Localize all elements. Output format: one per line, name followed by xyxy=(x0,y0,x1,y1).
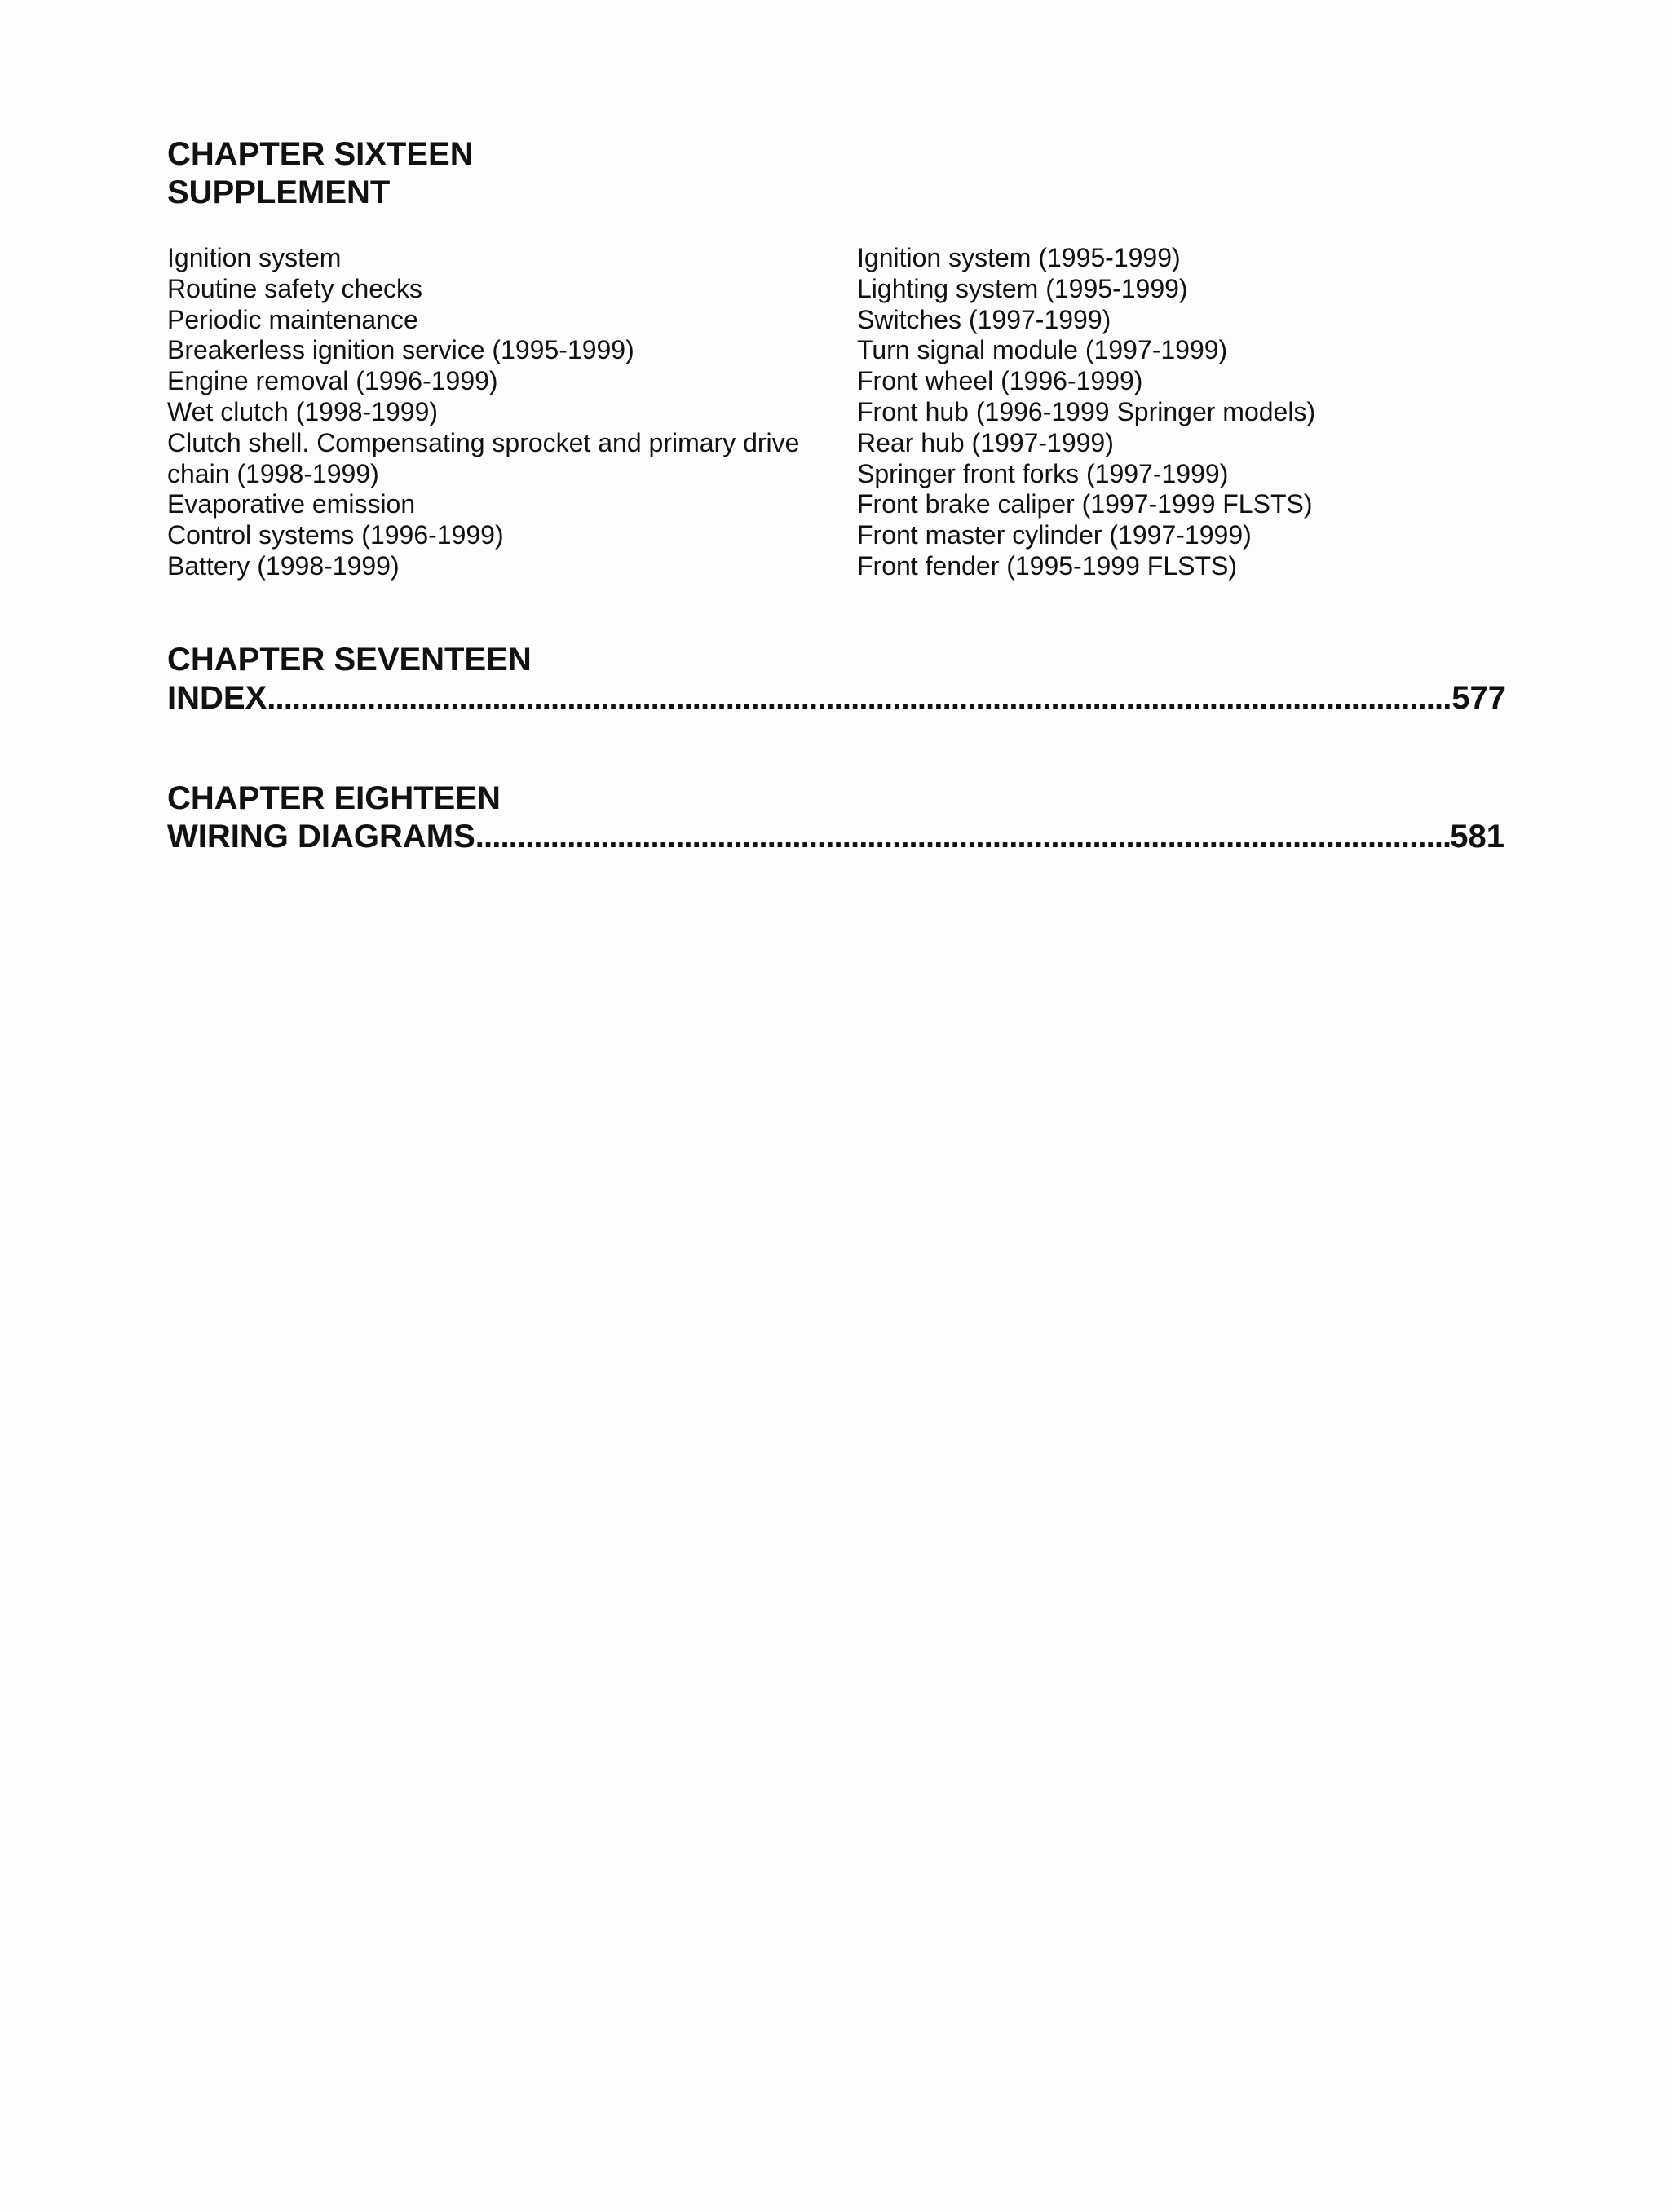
chapter-label: CHAPTER SIXTEEN xyxy=(167,136,474,172)
list-item: Breakerless ignition service (1995-1999) xyxy=(167,335,634,365)
list-item: Periodic maintenance xyxy=(167,304,418,334)
list-item: Ignition system (1995-1999) xyxy=(857,243,1181,272)
dot-leader xyxy=(267,679,1451,717)
chapter-sixteen-heading xyxy=(167,135,474,212)
list-item: Front fender (1995-1999 FLSTS) xyxy=(857,550,1238,581)
list-item: Front hub (1996-1999 Springer models) xyxy=(857,396,1316,426)
list-item: Clutch shell. Compensating sprocket and primary drive xyxy=(167,427,800,457)
list-item: Front brake caliper (1997-1999 FLSTS) xyxy=(857,489,1313,519)
list-item: Engine removal (1996-1999) xyxy=(167,366,498,396)
list-item: Lighting system (1995-1999) xyxy=(857,273,1188,303)
chapter-eighteen-heading xyxy=(167,779,1504,856)
toc-entry-wiring-diagrams[interactable] xyxy=(167,818,1504,856)
list-item: Routine safety checks xyxy=(167,273,423,303)
list-item: Ignition system xyxy=(167,243,342,272)
chapter-seventeen-heading xyxy=(167,641,1506,717)
list-item: Springer front forks (1997-1999) xyxy=(857,458,1229,488)
toc-entry-index[interactable] xyxy=(167,679,1506,717)
chapter-title: WIRING DIAGRAMS xyxy=(167,819,475,854)
dot-leader xyxy=(475,818,1450,856)
chapter-title: SUPPLEMENT xyxy=(167,174,391,210)
page-number: 577 xyxy=(1451,680,1506,716)
chapter-label: CHAPTER EIGHTEEN xyxy=(167,780,501,816)
list-item: Front wheel (1996-1999) xyxy=(857,366,1143,396)
chapter-sixteen-left-list xyxy=(167,243,836,582)
list-item: Wet clutch (1998-1999) xyxy=(167,396,439,426)
chapter-label: CHAPTER SEVENTEEN xyxy=(167,642,532,678)
list-item: Front master cylinder (1997-1999) xyxy=(857,520,1252,550)
list-item: Battery (1998-1999) xyxy=(167,550,400,581)
list-item: Turn signal module (1997-1999) xyxy=(857,335,1228,365)
page-number: 581 xyxy=(1450,819,1504,854)
list-item: Control systems (1996-1999) xyxy=(167,520,504,550)
chapter-title: INDEX xyxy=(167,680,267,716)
list-item: chain (1998-1999) xyxy=(167,458,379,488)
list-item: Evaporative emission xyxy=(167,489,416,519)
chapter-sixteen-right-list xyxy=(857,243,1526,582)
list-item: Switches (1997-1999) xyxy=(857,304,1111,334)
list-item: Rear hub (1997-1999) xyxy=(857,427,1114,457)
